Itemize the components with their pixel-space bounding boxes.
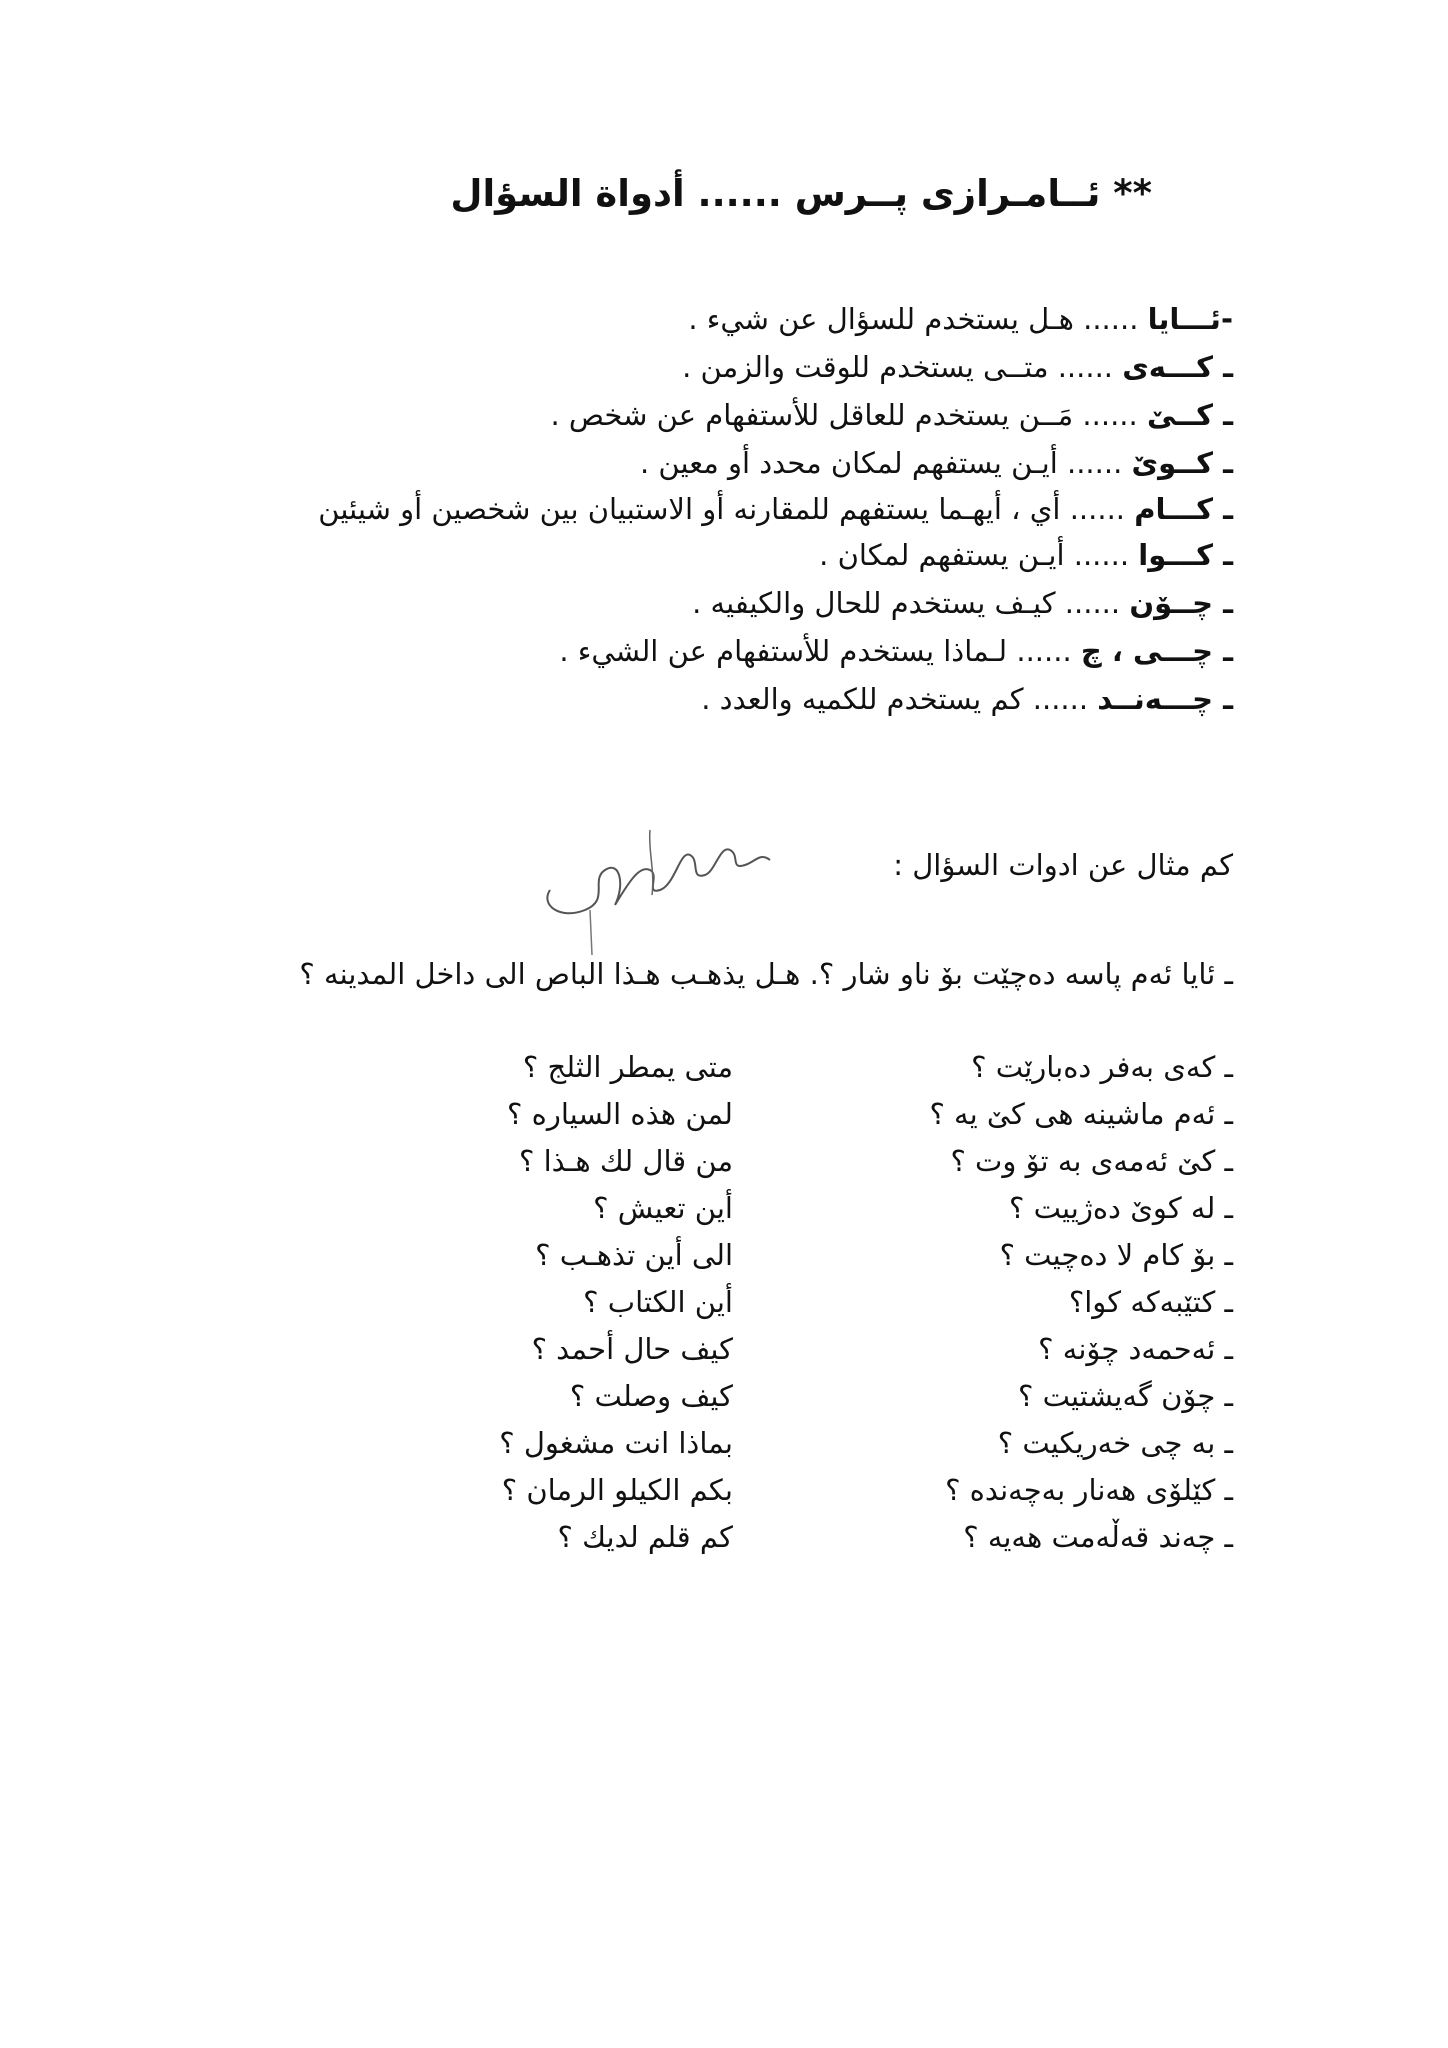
example-row (300, 1144, 1233, 1191)
tool-explanation: ...... أيـن يستفهم لمكان . (819, 538, 1139, 572)
example-arabic: الى أين تذهـب ؟ (535, 1238, 733, 1272)
example-row (300, 1426, 1233, 1473)
example-kurdish: ـ بۆ كام لا دەچيت ؟ (999, 1238, 1233, 1272)
tool-explanation: ...... لـماذا يستخدم للأستفهام عن الشيء . (559, 634, 1081, 668)
example-arabic: كيف وصلت ؟ (569, 1379, 733, 1413)
tool-word: ـ چـــەنــد (1097, 682, 1233, 716)
tool-word: ـ كـــام (1134, 492, 1233, 526)
tool-explanation: ...... أيـن يستفهم لمكان محدد أو معين . (639, 446, 1132, 480)
definition-line (238, 439, 1233, 487)
definition-line (238, 579, 1233, 627)
tool-explanation: ...... كيـف يستخدم للحال والكيفيه . (692, 586, 1130, 620)
example-kurdish: ـ كێ ئەمەى بە تۆ وت ؟ (950, 1144, 1233, 1178)
tool-explanation: ...... مَــن يستخدم للعاقل للأستفهام عن شخص . (550, 398, 1147, 432)
examples-heading: كم مثال عن ادوات السؤال : (893, 848, 1233, 882)
example-arabic: متى يمطر الثلج ؟ (522, 1050, 733, 1084)
tool-word: ـ كـــەى (1122, 350, 1233, 384)
example-row (300, 1050, 1233, 1097)
tool-explanation: ...... متــى يستخدم للوقت والزمن . (682, 350, 1123, 384)
definition-line (238, 391, 1233, 439)
example-arabic: أين تعيش ؟ (593, 1191, 733, 1225)
example-kurdish: ـ ئەحمەد چۆنە ؟ (1038, 1332, 1233, 1366)
example-row (300, 1520, 1233, 1567)
example-row (300, 1097, 1233, 1144)
example-kurdish: ـ لە كوێ دەژييت ؟ (1008, 1191, 1233, 1225)
example-arabic: من قال لك هـذا ؟ (519, 1144, 733, 1178)
example-row (300, 1238, 1233, 1285)
example-arabic: أين الكتاب ؟ (583, 1285, 733, 1319)
definition-line (238, 627, 1233, 675)
definitions-list (238, 295, 1233, 723)
example-kurdish: ـ بە چى خەريكيت ؟ (997, 1426, 1233, 1460)
definition-line (238, 343, 1233, 391)
definition-line (238, 487, 1233, 531)
page-title: ** ئــامـرازى پــرس ...... أدواة السؤال (450, 172, 1152, 215)
example-kurdish: ـ چەند قەڵەمت هەيە ؟ (963, 1520, 1233, 1554)
definition-line (238, 675, 1233, 723)
definition-line (238, 531, 1233, 579)
first-example-sentence: ـ ئايا ئەم پاسە دەچێت بۆ ناو شار ؟. هـل يذهـب هـذا الباص الى داخل المدينه ؟ (299, 957, 1233, 991)
example-kurdish: ـ كەى بەفر دەبارێت ؟ (971, 1050, 1233, 1084)
tool-explanation: ...... هـل يستخدم للسؤال عن شيء . (688, 302, 1148, 336)
tool-explanation: ...... كم يستخدم للكميه والعدد . (701, 682, 1098, 716)
tool-word: ـ چــۆن (1129, 586, 1233, 620)
example-arabic: بماذا انت مشغول ؟ (499, 1426, 733, 1460)
tool-word: ـ كـــوا (1138, 538, 1233, 572)
handwritten-signature (530, 810, 790, 960)
example-kurdish: ـ كتێبەكە كوا؟ (1068, 1285, 1233, 1319)
example-row (300, 1379, 1233, 1426)
definition-line (238, 295, 1233, 343)
example-kurdish: ـ كێلۆى هەنار بەچەندە ؟ (945, 1473, 1233, 1507)
example-row (300, 1473, 1233, 1520)
tool-explanation: ...... أي ، أيهـما يستفهم للمقارنه أو الاستبيان بين شخصين أو شيئين (318, 492, 1135, 526)
example-arabic: بكم الكيلو الرمان ؟ (501, 1473, 733, 1507)
example-row (300, 1191, 1233, 1238)
example-row (300, 1332, 1233, 1379)
example-arabic: لمن هذه السياره ؟ (507, 1097, 733, 1131)
example-row (300, 1285, 1233, 1332)
example-kurdish: ـ ئەم ماشينە هى كێ يە ؟ (929, 1097, 1233, 1131)
tool-word: ـ كــێ (1146, 398, 1233, 432)
tool-word: -ئـــايا (1147, 302, 1233, 336)
example-arabic: كيف حال أحمد ؟ (531, 1332, 733, 1366)
examples-list (300, 1050, 1233, 1567)
tool-word: ـ كــوێ (1131, 446, 1233, 480)
example-arabic: كم قلم لديك ؟ (557, 1520, 733, 1554)
example-kurdish: ـ چۆن گەيشتيت ؟ (1017, 1379, 1233, 1413)
tool-word: ـ چـــى ، چ (1080, 634, 1233, 668)
